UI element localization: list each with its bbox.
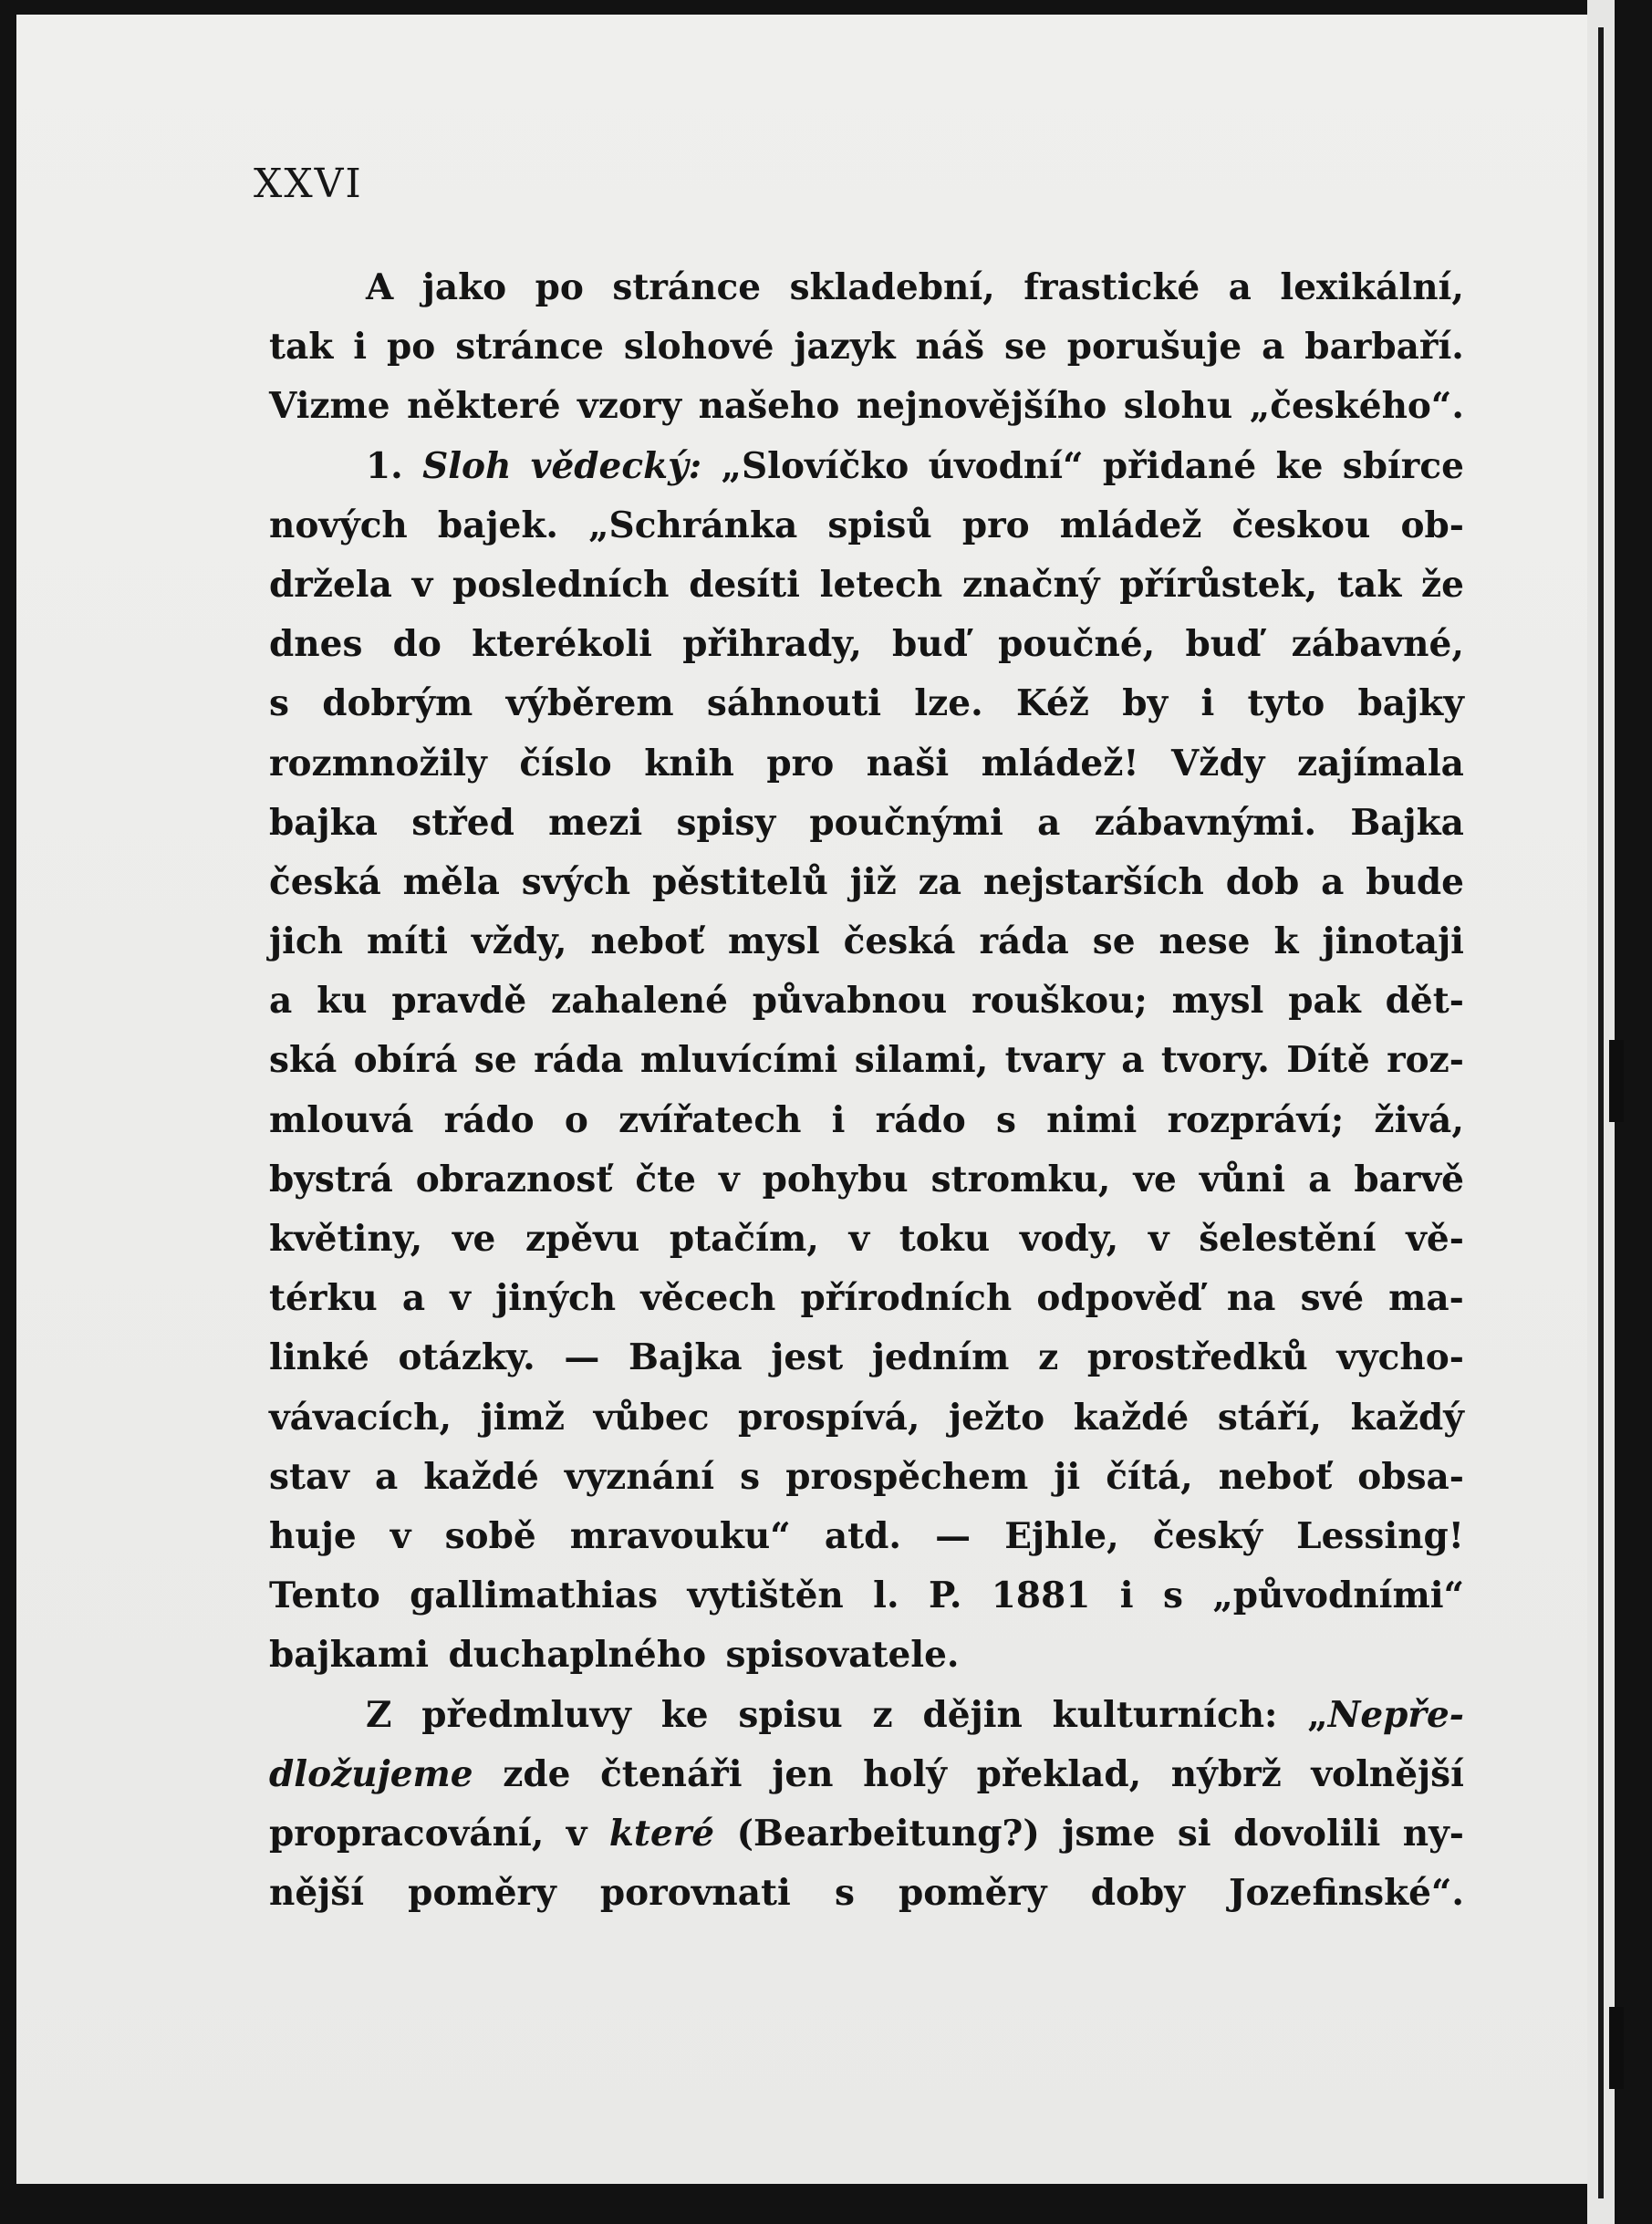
word: květiny,: [269, 1218, 423, 1260]
word: dob: [1225, 860, 1300, 903]
word: dložujeme: [269, 1752, 473, 1795]
word: prospívá,: [738, 1396, 920, 1439]
word: náš: [915, 326, 985, 369]
word: obírá: [353, 1039, 458, 1082]
word: prospěchem: [785, 1455, 1029, 1498]
word: živá,: [1374, 1098, 1464, 1141]
word: pěstitelů: [651, 860, 828, 903]
text-line: [269, 496, 1464, 556]
word: slohové: [623, 326, 774, 369]
word: poučnými: [809, 801, 1003, 844]
word: bajky: [1357, 682, 1464, 725]
text-line: [269, 674, 1464, 733]
word: mysl: [1171, 980, 1264, 1023]
word: A: [366, 266, 394, 308]
word: (Bearbeitung?): [736, 1812, 1040, 1855]
word: propracování,: [269, 1812, 545, 1855]
word: ve: [1133, 1158, 1177, 1200]
word: pak: [1288, 980, 1361, 1023]
word: kulturních:: [1052, 1693, 1278, 1736]
word: zábavné,: [1291, 623, 1464, 666]
word: za: [918, 860, 962, 903]
word: a: [1121, 1039, 1145, 1082]
word: doby: [1090, 1872, 1185, 1915]
text-line: [269, 1328, 1464, 1387]
text-line: [269, 1686, 1464, 1745]
word: šelestění: [1199, 1218, 1377, 1260]
word: ny-: [1402, 1812, 1464, 1855]
word: nese: [1158, 920, 1251, 963]
word: v: [390, 1514, 411, 1557]
word: desíti: [689, 563, 800, 606]
word: ráda: [534, 1039, 624, 1082]
word: mládež: [1059, 504, 1202, 546]
text-line: [269, 1507, 1464, 1566]
word: s: [834, 1872, 855, 1915]
word: kterékoli: [472, 623, 652, 666]
word: porušuje: [1066, 326, 1242, 369]
text-line: [269, 1745, 1464, 1804]
text-line: [269, 1566, 1464, 1626]
word: ská: [269, 1039, 338, 1082]
word: duchaplného: [448, 1634, 707, 1677]
word: stromku,: [930, 1158, 1111, 1200]
word: v: [1148, 1218, 1169, 1260]
word: zajímala: [1296, 742, 1464, 785]
word: každé: [423, 1455, 539, 1498]
text-line: [269, 734, 1464, 794]
word: dět-: [1385, 980, 1464, 1023]
word: ráda: [979, 920, 1069, 963]
word: silami,: [854, 1039, 989, 1082]
word: úvodní“: [928, 444, 1084, 487]
word: barvě: [1354, 1158, 1464, 1200]
word: barbaří.: [1304, 326, 1464, 369]
word: pohybu: [762, 1158, 909, 1200]
word: se: [473, 1039, 517, 1082]
page-number: XXVI: [254, 161, 363, 207]
word: již: [849, 860, 897, 903]
word: spisy: [676, 801, 776, 844]
word: ma-: [1388, 1277, 1464, 1320]
word: zábavnými.: [1094, 801, 1317, 844]
word: pro: [961, 504, 1030, 546]
word: „českého“.: [1249, 385, 1464, 428]
word: vody,: [1019, 1218, 1119, 1260]
word: i: [353, 326, 368, 369]
text-line: [269, 972, 1464, 1031]
word: mluvícími: [639, 1039, 838, 1082]
word: střed: [411, 801, 514, 844]
word: Vizme: [269, 385, 390, 428]
text-line: [269, 1388, 1464, 1448]
text-line: [269, 1091, 1464, 1150]
word: každé: [1073, 1396, 1190, 1439]
word: ku: [317, 980, 368, 1023]
word: „Nepře-: [1307, 1693, 1464, 1736]
page-edge-line: [1598, 27, 1604, 2198]
word: v: [411, 563, 433, 606]
word: jen: [772, 1752, 834, 1795]
word: Jozefinské“.: [1229, 1872, 1464, 1915]
word: zpěvu: [525, 1218, 640, 1260]
word: tvary: [1004, 1039, 1105, 1082]
word: že: [1421, 563, 1464, 606]
word: se: [1092, 920, 1136, 963]
word: prostředků: [1086, 1336, 1308, 1379]
word: mlouvá: [269, 1098, 414, 1141]
text-line: [269, 1150, 1464, 1210]
text-line: [269, 437, 1464, 496]
word: jazyk: [794, 326, 896, 369]
word: nýbrž: [1170, 1752, 1282, 1795]
word: lexikální,: [1280, 266, 1464, 308]
word: Dítě: [1286, 1039, 1370, 1082]
word: výběrem: [505, 682, 674, 725]
word: s: [995, 1098, 1016, 1141]
edge-notch: [1609, 1040, 1624, 1122]
word: po: [386, 326, 436, 369]
word: nimi: [1046, 1098, 1138, 1141]
word: a: [1262, 326, 1285, 369]
word: věcech: [640, 1277, 776, 1320]
word: poměry: [899, 1872, 1047, 1915]
word: v: [450, 1277, 471, 1320]
word: na: [1226, 1277, 1276, 1320]
word: sbírce: [1342, 444, 1464, 487]
word: vyznání: [564, 1455, 715, 1498]
word: nější: [269, 1872, 365, 1915]
word: vytištěn: [687, 1574, 844, 1617]
word: ji: [1054, 1455, 1081, 1498]
word: které: [608, 1812, 715, 1855]
word: tak: [269, 326, 334, 369]
word: ježto: [949, 1396, 1045, 1439]
word: frastické: [1023, 266, 1200, 308]
word: vůni: [1199, 1158, 1286, 1200]
word: držela: [269, 563, 392, 606]
text-line: [269, 377, 1464, 436]
word: i: [831, 1098, 846, 1141]
word: ve: [452, 1218, 496, 1260]
word: vě-: [1406, 1218, 1464, 1260]
word: a: [1321, 860, 1345, 903]
word: česká: [843, 920, 956, 963]
word: si: [1177, 1812, 1211, 1855]
word: s: [740, 1455, 761, 1498]
word: každý: [1350, 1396, 1464, 1439]
word: o: [564, 1098, 588, 1141]
word: jinotaji: [1322, 920, 1464, 963]
word: své: [1300, 1277, 1365, 1320]
word: mládež!: [981, 742, 1139, 785]
word: sáhnouti: [706, 682, 882, 725]
word: jich: [269, 920, 344, 963]
word: Bajka: [628, 1336, 743, 1379]
word: „Schránka: [588, 504, 798, 546]
word: ob-: [1400, 504, 1464, 546]
word: jako: [421, 266, 507, 308]
word: térku: [269, 1277, 378, 1320]
word: českou: [1231, 504, 1371, 546]
word: a: [269, 980, 293, 1023]
word: bajka: [269, 801, 378, 844]
word: buď: [1185, 623, 1262, 666]
word: a: [1037, 801, 1061, 844]
word: jiných: [495, 1277, 617, 1320]
word: mysl: [727, 920, 820, 963]
word: slohu: [1123, 385, 1233, 428]
text-line: [269, 615, 1464, 674]
word: porovnati: [599, 1872, 791, 1915]
word: přihrady,: [682, 623, 862, 666]
text-line: [269, 1804, 1464, 1864]
word: k: [1273, 920, 1299, 963]
word: spisů: [827, 504, 932, 546]
word: 1881: [991, 1574, 1091, 1617]
word: stránce: [612, 266, 762, 308]
word: a: [1308, 1158, 1332, 1200]
word: Z: [366, 1693, 392, 1736]
word: Ejhle,: [1004, 1514, 1119, 1557]
word: stáří,: [1217, 1396, 1322, 1439]
word: by: [1122, 682, 1169, 725]
word: vycho-: [1336, 1336, 1464, 1379]
word: posledních: [452, 563, 670, 606]
word: vávacích,: [269, 1396, 452, 1439]
word: P.: [928, 1574, 962, 1617]
word: 1.: [366, 444, 403, 487]
word: přírodních: [800, 1277, 1013, 1320]
word: jsme: [1062, 1812, 1156, 1855]
word: značný: [961, 563, 1100, 606]
word: tyto: [1247, 682, 1325, 725]
word: tak: [1336, 563, 1402, 606]
word: holý: [863, 1752, 947, 1795]
word: a: [374, 1455, 399, 1498]
word: zahalené: [551, 980, 728, 1023]
word: —: [564, 1336, 600, 1379]
word: přidané: [1102, 444, 1257, 487]
word: obsa-: [1357, 1455, 1464, 1498]
word: atd.: [824, 1514, 901, 1557]
word: stav: [269, 1455, 349, 1498]
word: svých: [521, 860, 631, 903]
body-text: [269, 258, 1464, 1923]
word: vůbec: [593, 1396, 710, 1439]
word: linké: [269, 1336, 369, 1379]
word: toku: [899, 1218, 991, 1260]
word: naši: [866, 742, 950, 785]
word: mravouku“: [569, 1514, 791, 1557]
word: volnější: [1311, 1752, 1464, 1795]
word: roz-: [1387, 1039, 1464, 1082]
word: čítá,: [1106, 1455, 1193, 1498]
word: čte: [635, 1158, 696, 1200]
word: l.: [873, 1574, 899, 1617]
word: s: [1162, 1574, 1183, 1617]
word: pro: [766, 742, 835, 785]
word: předmluvy: [421, 1693, 631, 1736]
text-line: [269, 1269, 1464, 1328]
word: přírůstek,: [1119, 563, 1318, 606]
word: v: [566, 1812, 587, 1855]
word: ke: [660, 1693, 709, 1736]
word: bajkami: [269, 1634, 430, 1677]
word: jest: [771, 1336, 844, 1379]
word: do: [392, 623, 442, 666]
word: čtenáři: [600, 1752, 743, 1795]
word: vždy,: [471, 920, 567, 963]
text-line: [269, 1864, 1464, 1923]
word: našeho: [698, 385, 840, 428]
word: Vždy: [1171, 742, 1265, 785]
word: rádo: [443, 1098, 535, 1141]
word: dnes: [269, 623, 363, 666]
text-line: [269, 1210, 1464, 1269]
word: obraznosť: [415, 1158, 613, 1200]
word: z: [1038, 1336, 1059, 1379]
word: dovolili: [1233, 1812, 1381, 1855]
word: po: [535, 266, 584, 308]
word: překlad,: [976, 1752, 1142, 1795]
word: ke: [1275, 444, 1324, 487]
word: Tento: [269, 1574, 380, 1617]
word: některé: [407, 385, 561, 428]
text-line: [269, 556, 1464, 615]
word: Bajka: [1350, 801, 1464, 844]
word: rádo: [875, 1098, 966, 1141]
word: zde: [503, 1752, 571, 1795]
word: sobě: [444, 1514, 536, 1557]
word: dobrým: [322, 682, 473, 725]
word: půvabnou: [752, 980, 948, 1023]
word: tvory.: [1160, 1039, 1270, 1082]
word: česká: [269, 860, 381, 903]
word: letech: [819, 563, 943, 606]
word: knih: [644, 742, 734, 785]
word: Kéž: [1015, 682, 1089, 725]
word: odpověď: [1036, 1277, 1202, 1320]
word: a: [401, 1277, 426, 1320]
word: spisu: [738, 1693, 843, 1736]
text-line: [269, 258, 1464, 317]
word: poučné,: [998, 623, 1156, 666]
word: „původními“: [1212, 1574, 1464, 1617]
word: buď: [892, 623, 968, 666]
word: míti: [367, 920, 448, 963]
word: vědecký:: [530, 444, 702, 487]
word: bajek.: [437, 504, 558, 546]
word: skladební,: [789, 266, 995, 308]
word: český: [1152, 1514, 1263, 1557]
word: měla: [402, 860, 500, 903]
word: pravdě: [391, 980, 527, 1023]
word: rozmnožily: [269, 742, 487, 785]
word: nových: [269, 504, 408, 546]
word: mezi: [548, 801, 643, 844]
word: s: [269, 682, 289, 725]
word: —: [935, 1514, 971, 1557]
text-line: [269, 1448, 1464, 1507]
word: i: [1200, 682, 1215, 725]
word: nejstarších: [982, 860, 1204, 903]
word: dějin: [922, 1693, 1023, 1736]
text-line: [269, 794, 1464, 853]
text-line: [269, 1626, 1464, 1685]
word: otázky.: [398, 1336, 535, 1379]
edge-notch: [1609, 2007, 1624, 2089]
word: „Slovíčko: [721, 444, 909, 487]
word: huje: [269, 1514, 357, 1557]
word: bystrá: [269, 1158, 393, 1200]
word: neboť: [590, 920, 704, 963]
text-line: [269, 317, 1464, 377]
word: rouškou;: [971, 980, 1148, 1023]
text-line: [269, 1031, 1464, 1090]
word: rozpráví;: [1167, 1098, 1345, 1141]
word: i: [1119, 1574, 1134, 1617]
word: Lessing!: [1296, 1514, 1464, 1557]
word: vzory: [577, 385, 682, 428]
word: lze.: [914, 682, 983, 725]
word: číslo: [519, 742, 612, 785]
word: zvířatech: [618, 1098, 802, 1141]
word: z: [872, 1693, 893, 1736]
word: se: [1004, 326, 1047, 369]
text-line: [269, 912, 1464, 972]
text-line: [269, 853, 1464, 912]
word: v: [848, 1218, 870, 1260]
word: bude: [1366, 860, 1464, 903]
word: stránce: [455, 326, 604, 369]
word: neboť: [1218, 1455, 1333, 1498]
word: Sloh: [422, 444, 512, 487]
word: nejnovějšího: [856, 385, 1107, 428]
word: a: [1228, 266, 1252, 308]
word: poměry: [408, 1872, 556, 1915]
word: jedním: [871, 1336, 1010, 1379]
word: jimž: [480, 1396, 566, 1439]
word: v: [718, 1158, 740, 1200]
word: ptačím,: [669, 1218, 819, 1260]
word: spisovatele.: [725, 1634, 960, 1677]
word: gallimathias: [410, 1574, 659, 1617]
